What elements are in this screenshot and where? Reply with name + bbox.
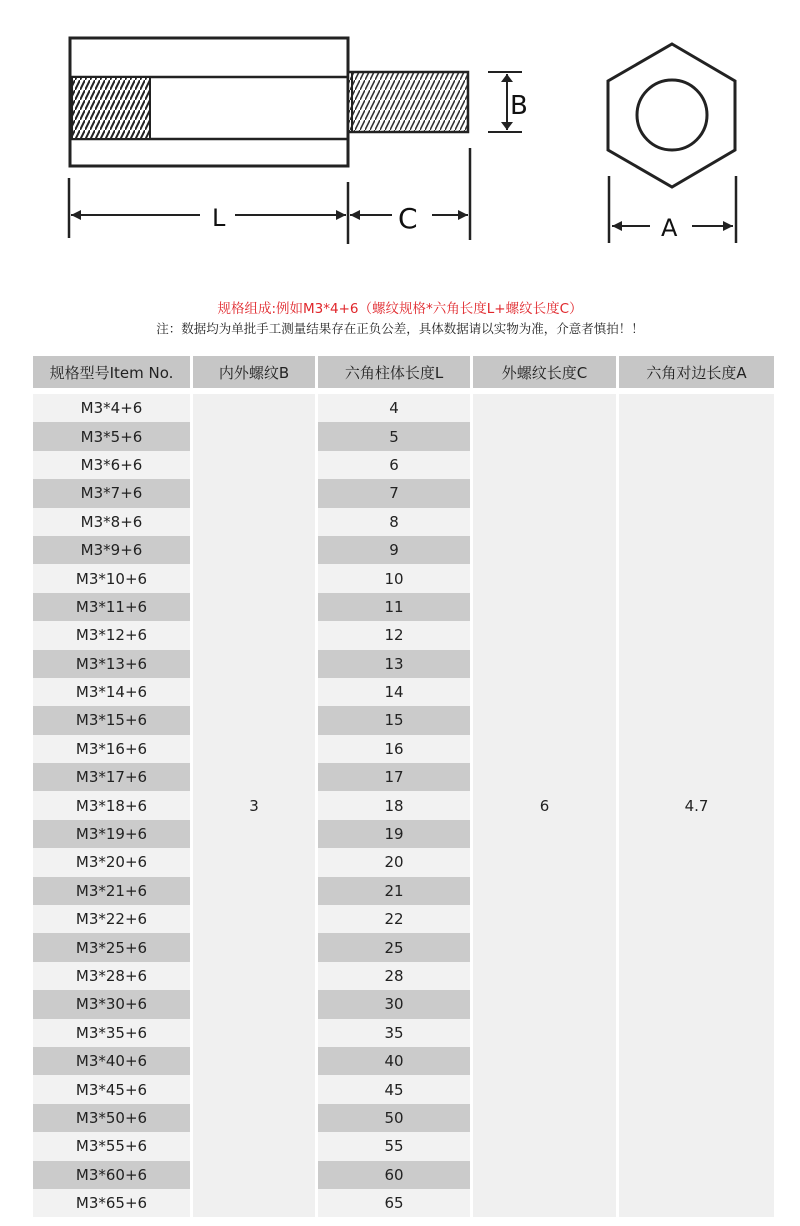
item-no-cell: M3*10+6 xyxy=(33,564,190,592)
item-no-cell: M3*30+6 xyxy=(33,990,190,1018)
item-no-cell: M3*65+6 xyxy=(33,1189,190,1217)
hex-length-cell: 45 xyxy=(318,1075,470,1103)
hex-length-cell: 65 xyxy=(318,1189,470,1217)
hex-length-cell: 55 xyxy=(318,1132,470,1160)
external-thread-drawing xyxy=(348,72,468,132)
hex-length-cell: 25 xyxy=(318,933,470,961)
item-no-cell: M3*19+6 xyxy=(33,820,190,848)
header-hex-length-l: 六角柱体长度L xyxy=(318,356,470,394)
hex-length-cell: 60 xyxy=(318,1161,470,1189)
item-no-cell: M3*15+6 xyxy=(33,706,190,734)
item-no-cell: M3*11+6 xyxy=(33,593,190,621)
hex-length-cell: 6 xyxy=(318,451,470,479)
hex-length-cell: 7 xyxy=(318,479,470,507)
header-item-no: 规格型号Item No. xyxy=(33,356,190,394)
table-row xyxy=(33,394,774,422)
hex-length-cell: 18 xyxy=(318,791,470,819)
thread-b-cell: 3 xyxy=(193,394,315,1217)
hex-length-cell: 30 xyxy=(318,990,470,1018)
hex-length-cell: 13 xyxy=(318,650,470,678)
header-thread-length-c: 外螺纹长度C xyxy=(473,356,616,394)
hex-length-cell: 5 xyxy=(318,422,470,450)
spec-format-caption: 规格组成:例如M3*4+6（螺纹规格*六角长度L+螺纹长度C） xyxy=(217,301,583,317)
item-no-cell: M3*14+6 xyxy=(33,678,190,706)
item-no-cell: M3*25+6 xyxy=(33,933,190,961)
hex-length-cell: 15 xyxy=(318,706,470,734)
item-no-cell: M3*17+6 xyxy=(33,763,190,791)
header-hex-width-a: 六角对边长度A xyxy=(619,356,774,394)
item-no-cell: M3*18+6 xyxy=(33,791,190,819)
item-no-cell: M3*7+6 xyxy=(33,479,190,507)
spec-table xyxy=(30,356,777,1217)
item-no-cell: M3*40+6 xyxy=(33,1047,190,1075)
item-no-cell: M3*50+6 xyxy=(33,1104,190,1132)
thread-length-c-cell: 6 xyxy=(473,394,616,1217)
hex-length-cell: 21 xyxy=(318,877,470,905)
hex-length-cell: 10 xyxy=(318,564,470,592)
hex-length-cell: 19 xyxy=(318,820,470,848)
item-no-cell: M3*13+6 xyxy=(33,650,190,678)
hex-length-cell: 20 xyxy=(318,848,470,876)
hex-length-cell: 22 xyxy=(318,905,470,933)
hex-length-cell: 40 xyxy=(318,1047,470,1075)
item-no-cell: M3*5+6 xyxy=(33,422,190,450)
item-no-cell: M3*20+6 xyxy=(33,848,190,876)
hex-length-cell: 16 xyxy=(318,735,470,763)
hex-length-cell: 12 xyxy=(318,621,470,649)
item-no-cell: M3*12+6 xyxy=(33,621,190,649)
item-no-cell: M3*22+6 xyxy=(33,905,190,933)
hex-length-cell: 4 xyxy=(318,394,470,422)
label-b: B xyxy=(510,91,528,121)
item-no-cell: M3*55+6 xyxy=(33,1132,190,1160)
item-no-cell: M3*60+6 xyxy=(33,1161,190,1189)
hex-length-cell: 50 xyxy=(318,1104,470,1132)
item-no-cell: M3*4+6 xyxy=(33,394,190,422)
item-no-cell: M3*8+6 xyxy=(33,508,190,536)
measurement-note: 注：数据均为单批手工测量结果存在正负公差，具体数据请以实物为准，介意者慎拍！！ xyxy=(156,321,644,336)
hex-length-cell: 11 xyxy=(318,593,470,621)
hex-length-cell: 8 xyxy=(318,508,470,536)
hex-length-cell: 9 xyxy=(318,536,470,564)
hex-end-view-drawing xyxy=(608,44,735,187)
item-no-cell: M3*21+6 xyxy=(33,877,190,905)
hex-length-cell: 28 xyxy=(318,962,470,990)
hex-length-cell: 14 xyxy=(318,678,470,706)
hex-width-a-cell: 4.7 xyxy=(619,394,774,1217)
item-no-cell: M3*16+6 xyxy=(33,735,190,763)
item-no-cell: M3*35+6 xyxy=(33,1019,190,1047)
item-no-cell: M3*28+6 xyxy=(33,962,190,990)
item-no-cell: M3*6+6 xyxy=(33,451,190,479)
hex-body-drawing xyxy=(70,38,348,166)
label-a: A xyxy=(661,214,678,242)
label-c: C xyxy=(398,202,418,235)
item-no-cell: M3*45+6 xyxy=(33,1075,190,1103)
label-l: L xyxy=(212,204,226,232)
table-header-row xyxy=(33,356,774,394)
hex-length-cell: 17 xyxy=(318,763,470,791)
standoff-diagram xyxy=(0,0,800,290)
header-thread-b: 内外螺纹B xyxy=(193,356,315,394)
item-no-cell: M3*9+6 xyxy=(33,536,190,564)
hex-length-cell: 35 xyxy=(318,1019,470,1047)
